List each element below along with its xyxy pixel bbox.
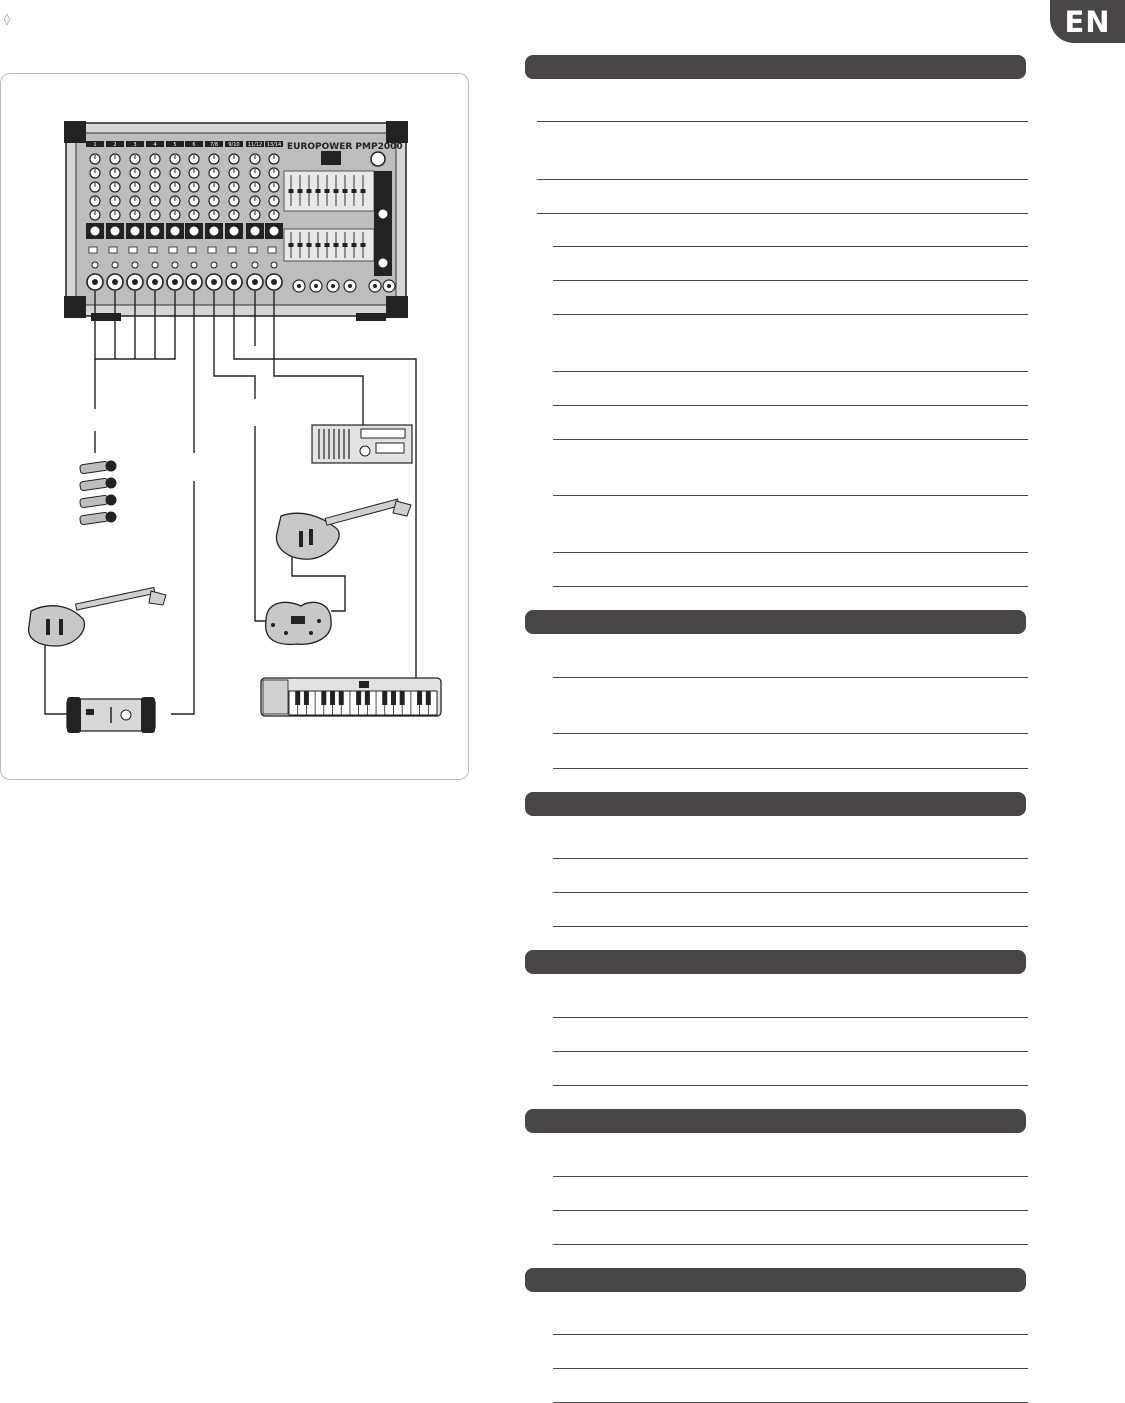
table-row-rule — [553, 586, 1028, 587]
table-row-rule — [553, 1244, 1028, 1245]
section-header-bar — [525, 1268, 1026, 1292]
table-row-rule — [553, 1051, 1028, 1052]
channel-label: 13/14 — [266, 142, 282, 148]
table-row-rule — [537, 121, 1028, 122]
channel-label: 9/10 — [228, 142, 240, 148]
wiring-diagram — [1, 74, 470, 781]
channel-label: 4 — [153, 142, 157, 148]
section-header-bar — [525, 55, 1026, 79]
table-row-rule — [553, 1085, 1028, 1086]
table-row-rule — [553, 314, 1028, 315]
direct-box — [67, 697, 155, 733]
section-header-bar — [525, 610, 1026, 634]
electric-guitar — [276, 499, 411, 559]
microphone — [80, 461, 116, 525]
language-tab: EN — [1050, 0, 1125, 43]
channel-label: 7/8 — [209, 142, 219, 148]
channel-label: 6 — [192, 142, 196, 148]
table-row-rule — [553, 405, 1028, 406]
table-row-rule — [537, 213, 1028, 214]
table-row-rule — [553, 892, 1028, 893]
table-row-rule — [553, 371, 1028, 372]
table-row-rule — [537, 179, 1028, 180]
table-row-rule — [553, 439, 1028, 440]
bass-guitar — [29, 587, 166, 646]
mixer-branding: EUROPOWER PMP2000 — [287, 142, 403, 152]
section-header-bar — [525, 1109, 1026, 1133]
table-row-rule — [553, 1334, 1028, 1335]
table-row-rule — [553, 552, 1028, 553]
table-row-rule — [553, 1210, 1028, 1211]
table-row-rule — [553, 733, 1028, 734]
table-row-rule — [553, 246, 1028, 247]
channel-label: 2 — [113, 142, 117, 148]
keyboard — [261, 678, 441, 716]
table-row-rule — [553, 280, 1028, 281]
table-row-rule — [553, 1017, 1028, 1018]
table-row-rule — [553, 495, 1028, 496]
section-header-bar — [525, 792, 1026, 816]
channel-label: 5 — [173, 142, 177, 148]
table-row-rule — [553, 926, 1028, 927]
channel-label: 11/12 — [247, 142, 263, 148]
channel-label: 1 — [93, 142, 97, 148]
section-header-bar — [525, 950, 1026, 974]
effects-pedal — [266, 602, 331, 644]
channel-label: 3 — [133, 142, 137, 148]
corner-mark: ◊ — [4, 12, 10, 26]
table-row-rule — [553, 1368, 1028, 1369]
table-row-rule — [553, 1176, 1028, 1177]
table-row-rule — [553, 677, 1028, 678]
wiring-diagram-figure — [0, 73, 469, 780]
table-row-rule — [553, 768, 1028, 769]
cd-player — [312, 425, 412, 463]
table-row-rule — [553, 858, 1028, 859]
